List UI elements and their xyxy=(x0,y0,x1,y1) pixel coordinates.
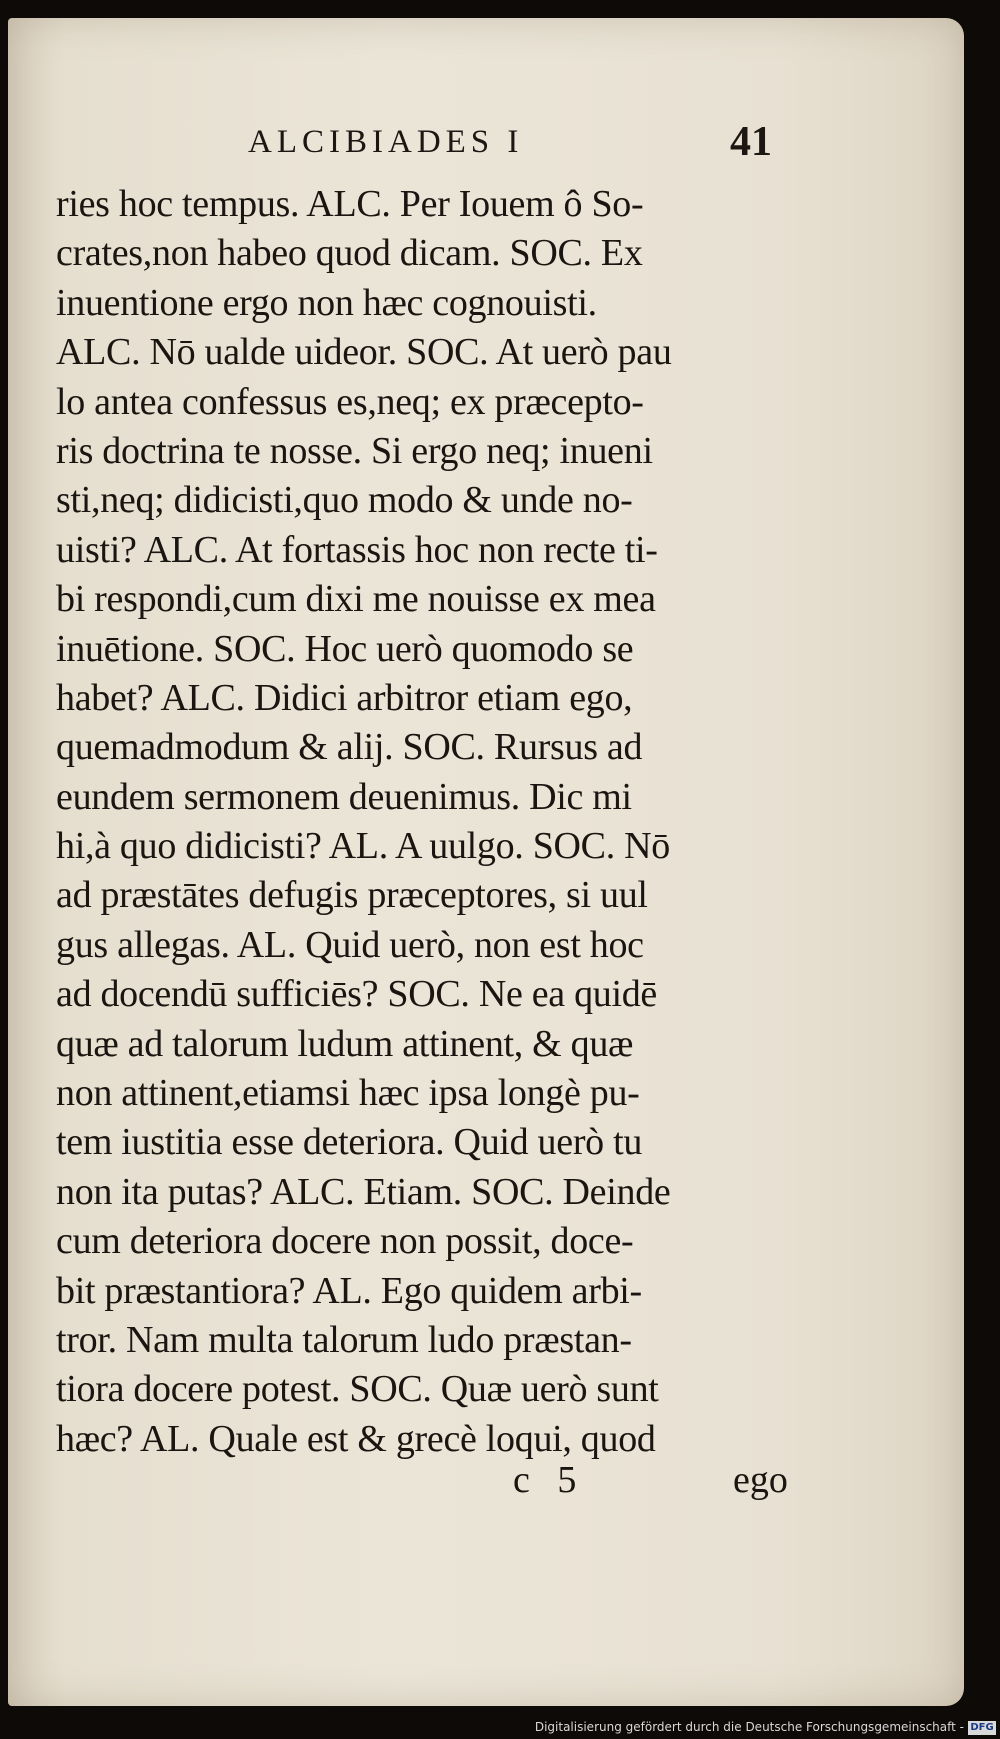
text-line: cum deteriora docere non possit, doce- xyxy=(56,1220,634,1263)
running-header xyxy=(8,119,964,172)
text-line: inuentione ergo non hæc cognouisti. xyxy=(56,281,597,324)
text-line: tiora docere potest. SOC. Quæ uerò sunt xyxy=(56,1368,659,1411)
text-line: bit præstantiora? AL. Ego quidem arbi- xyxy=(56,1269,642,1312)
text-line: lo antea confessus es,neq; ex præcepto- xyxy=(56,380,644,423)
text-line: bi respondi,cum dixi me nouisse ex mea xyxy=(56,578,656,621)
book-page xyxy=(8,18,964,1706)
dfg-logo-icon: DFG xyxy=(968,1721,996,1735)
text-line: crates,non habeo quod dicam. SOC. Ex xyxy=(56,232,643,275)
text-line: hæc? AL. Quale est & grecè loqui, quod xyxy=(56,1417,656,1460)
text-line: quemadmodum & alij. SOC. Rursus ad xyxy=(56,726,643,769)
text-line: quæ ad talorum ludum attinent, & quæ xyxy=(56,1022,634,1065)
text-line: ALC. Nō ualde uideor. SOC. At uerò pau xyxy=(56,331,672,374)
digitization-credit xyxy=(0,1718,1000,1739)
text-line: inuētione. SOC. Hoc uerò quomodo se xyxy=(56,627,634,670)
page-number: 41 xyxy=(730,119,772,165)
text-line: tror. Nam multa talorum ludo præstan- xyxy=(56,1318,632,1361)
text-line: tem iustitia esse deteriora. Quid uerò tu xyxy=(56,1121,643,1164)
credit-text: Digitalisierung gefördert durch die Deutsche Forschungsgemeinschaft - xyxy=(534,1720,964,1734)
page-footer xyxy=(8,1458,964,1508)
text-line: ris doctrina te nosse. Si ergo neq; inueni xyxy=(56,429,653,472)
body-text xyxy=(56,180,816,1464)
text-line: sti,neq; didicisti,quo modo & unde no- xyxy=(56,479,633,522)
text-line: uisti? ALC. At fortassis hoc non recte ti- xyxy=(56,528,658,571)
text-line: habet? ALC. Didici arbitror etiam ego, xyxy=(56,676,633,719)
running-title: ALCIBIADES I xyxy=(248,124,524,160)
text-line: ad docendū sufficiēs? SOC. Ne ea quidē xyxy=(56,973,657,1016)
text-line: non ita putas? ALC. Etiam. SOC. Deinde xyxy=(56,1170,671,1213)
catchword: ego xyxy=(733,1459,788,1501)
text-line: gus allegas. AL. Quid uerò, non est hoc xyxy=(56,923,644,966)
text-line: ad præstātes defugis præceptores, si uul xyxy=(56,874,648,917)
text-line: hi,à quo didicisti? AL. A uulgo. SOC. Nō xyxy=(56,825,670,868)
text-line: eundem sermonem deuenimus. Dic mi xyxy=(56,775,632,818)
text-line: non attinent,etiamsi hæc ipsa longè pu- xyxy=(56,1072,640,1115)
text-line: ries hoc tempus. ALC. Per Iouem ô So- xyxy=(56,183,644,225)
signature-mark: c 5 xyxy=(513,1459,577,1501)
